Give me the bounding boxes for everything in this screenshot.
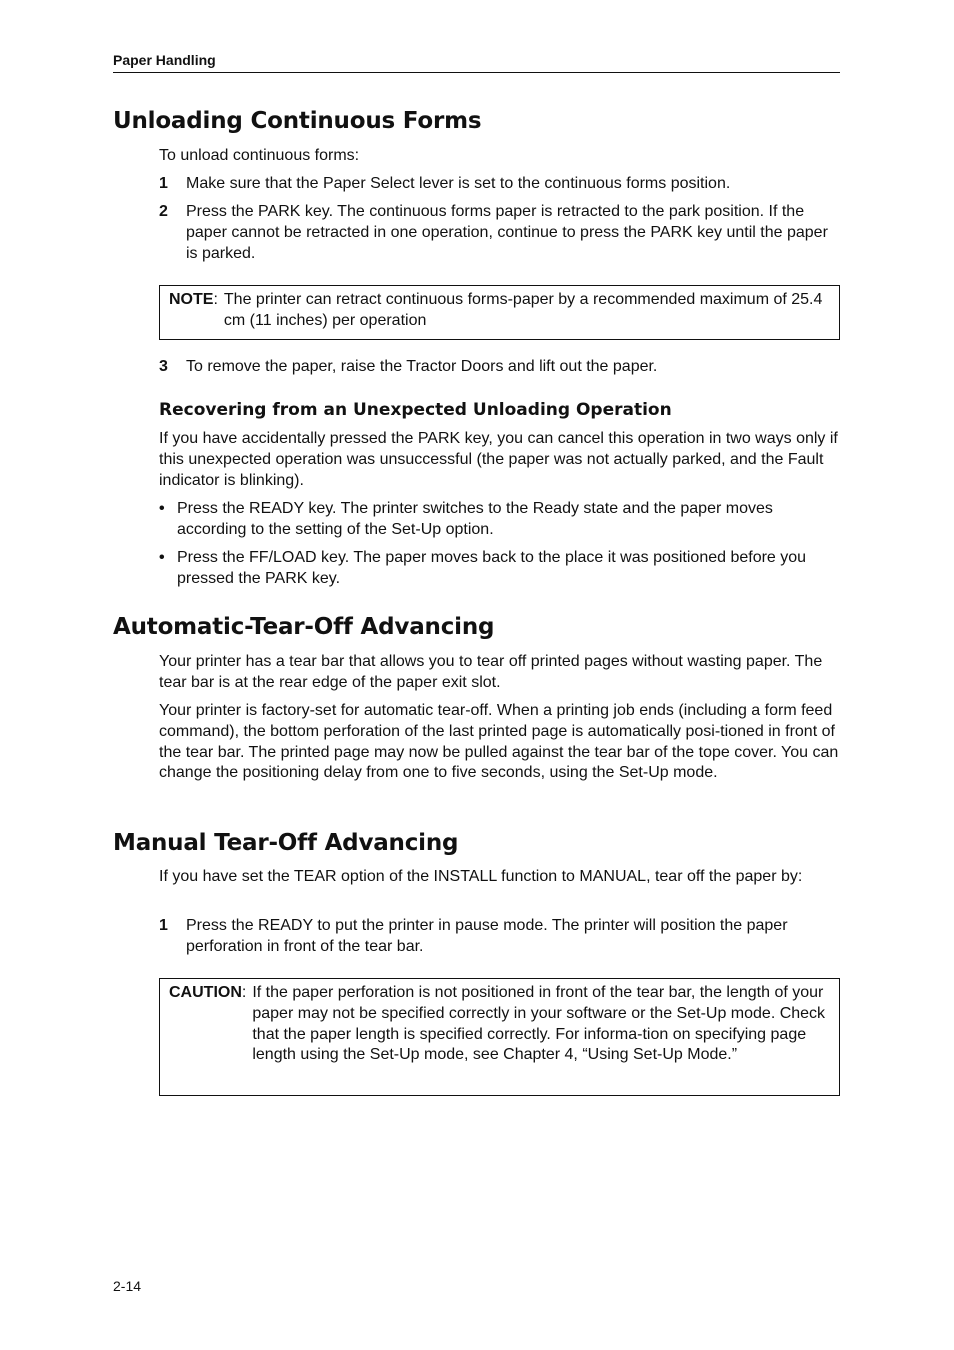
tear-bar-paragraph: Your printer has a tear bar that allows you to tear off printed pages without wasting paper. The tear bar is at the rear edge of the paper exit slot. (159, 653, 823, 691)
step-text: To remove the paper, raise the Tractor Doors and lift out the paper. (186, 358, 658, 375)
factory-set-paragraph: Your printer is factory-set for automatic tear-off. When a printing job ends (including a form feed command), the bottom perforation of the last printed page is automatically posi-tioned in front of the tear bar. The printed page may now be pulled against the tear bar of the tope cover. You can change the positioning delay from one to five seconds, using the Set-Up mode. (159, 702, 839, 782)
bullet-item (159, 499, 840, 541)
step-item (159, 202, 840, 264)
note-label: NOTE (169, 291, 214, 308)
step-number: 3 (159, 358, 168, 375)
note-box (159, 285, 840, 340)
note-colon: : (213, 291, 218, 308)
step-text: Press the PARK key. The continuous forms paper is retracted to the park position. If the paper cannot be retracted in one operation, continue to press the PARK key until the paper is parked. (186, 203, 828, 262)
step-item (159, 174, 840, 195)
intro-paragraph: To unload continuous forms: (159, 147, 360, 164)
caution-colon: : (241, 984, 247, 1001)
bullet-text: Press the READY key. The printer switches to the Ready state and the paper moves according to the setting of the Set-Up option. (177, 500, 773, 538)
bullet-dot: • (159, 500, 165, 517)
bullet-dot: • (159, 549, 165, 566)
subsection-title-recovering: Recovering from an Unexpected Unloading Operation (159, 400, 672, 420)
section-title-automatic-tear-off: Automatic-Tear-Off Advancing (113, 614, 495, 640)
caution-label: CAUTION (169, 984, 242, 1001)
step-text: Press the READY to put the printer in pause mode. The printer will position the paper perforation in front of the tear bar. (186, 917, 788, 955)
running-header: Paper Handling (113, 52, 840, 73)
step-item (159, 916, 840, 958)
page-number: 2-14 (113, 1278, 142, 1294)
step-number: 1 (159, 175, 168, 192)
caution-text: If the paper perforation is not positioned in front of the tear bar, the length of your paper may not be specified correctly in your software or the Set-Up mode. Check that the paper length is specified correctly. For informa-tion on specifying page length using the Set-Up mode, see Chapter 4, “Using Set-Up Mode.” (252, 984, 826, 1064)
section-title-manual-tear-off: Manual Tear-Off Advancing (113, 830, 459, 856)
manual-intro-paragraph: If you have set the TEAR option of the INSTALL function to MANUAL, tear off the paper by: (159, 868, 803, 885)
recovering-paragraph: If you have accidentally pressed the PARK key, you can cancel this operation in two ways only if this unexpected operation was unsuccessful (the paper was not actually parked, and the Fault indicator is blinking). (159, 430, 838, 489)
note-text: The printer can retract continuous forms-paper by a recommended maximum of 25.4 cm (11 inches) per operation (223, 291, 823, 329)
bullet-text: Press the FF/LOAD key. The paper moves back to the place it was positioned before you pressed the PARK key. (177, 549, 807, 587)
step-item (159, 357, 840, 378)
bullet-item (159, 548, 840, 590)
step-number: 1 (159, 917, 168, 934)
caution-box (159, 978, 840, 1096)
section-title-unloading: Unloading Continuous Forms (113, 108, 482, 134)
step-number: 2 (159, 203, 168, 220)
step-text: Make sure that the Paper Select lever is set to the continuous forms position. (186, 175, 731, 192)
